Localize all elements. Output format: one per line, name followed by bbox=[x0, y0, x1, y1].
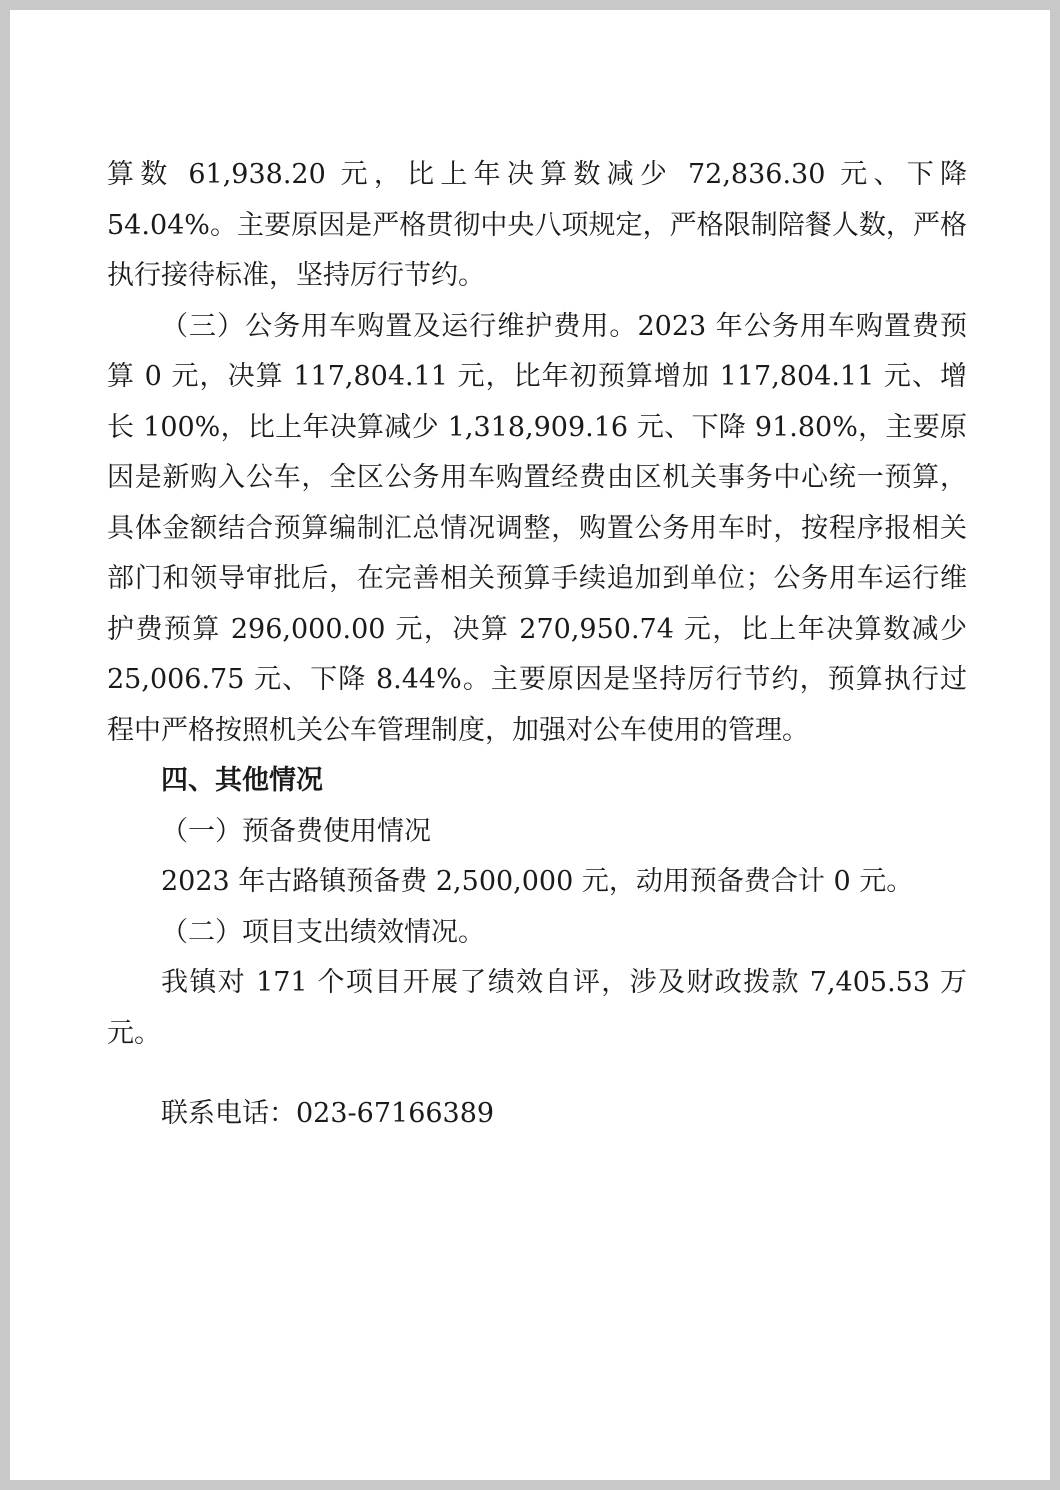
subheading-reserve-fund: （一）预备费使用情况 bbox=[161, 815, 431, 847]
paragraph-performance: 我镇对 171 个项目开展了绩效自评，涉及财政拨款 7,405.53 万元。 bbox=[107, 967, 967, 1049]
contact-phone: 联系电话：023-67166389 bbox=[161, 1098, 495, 1129]
subheading-performance: （二）项目支出绩效情况。 bbox=[161, 916, 485, 948]
document-page bbox=[10, 10, 1050, 1480]
section-heading-other: 四、其他情况 bbox=[161, 765, 323, 796]
paragraph-official-vehicles: （三）公务用车购置及运行维护费用。2023 年公务用车购置费预算 0 元，决算 117,804.11 元，比年初预算增加 117,804.11 元、增长 100%，比上年决算减少 1,318,909.16 元、下降 91.80%，主要原因是新购入公车，全区公务用车购置经费由区机关事务中心统一预算，具体金额结合预算编制汇总情况调整，购置公务用车时，按程序报相关部门和领导审批后，在完善相关预算手续追加到单位；公务用车运行维护费预算 296,000.00 元，决算 270,950.74 元，比上年决算数减少 25,006.75 元、下降 8.44%。主要原因是坚持厉行节约，预算执行过程中严格按照机关公车管理制度，加强对公车使用的管理。 bbox=[107, 310, 967, 746]
document-body bbox=[107, 150, 967, 1140]
paragraph-reception-expense: 算数 61,938.20 元，比上年决算数减少 72,836.30 元、下降 54.04%。主要原因是严格贯彻中央八项规定，严格限制陪餐人数，严格执行接待标准，坚持厉行节约。 bbox=[107, 159, 967, 291]
paragraph-reserve-fund: 2023 年古路镇预备费 2,500,000 元，动用预备费合计 0 元。 bbox=[161, 866, 914, 897]
